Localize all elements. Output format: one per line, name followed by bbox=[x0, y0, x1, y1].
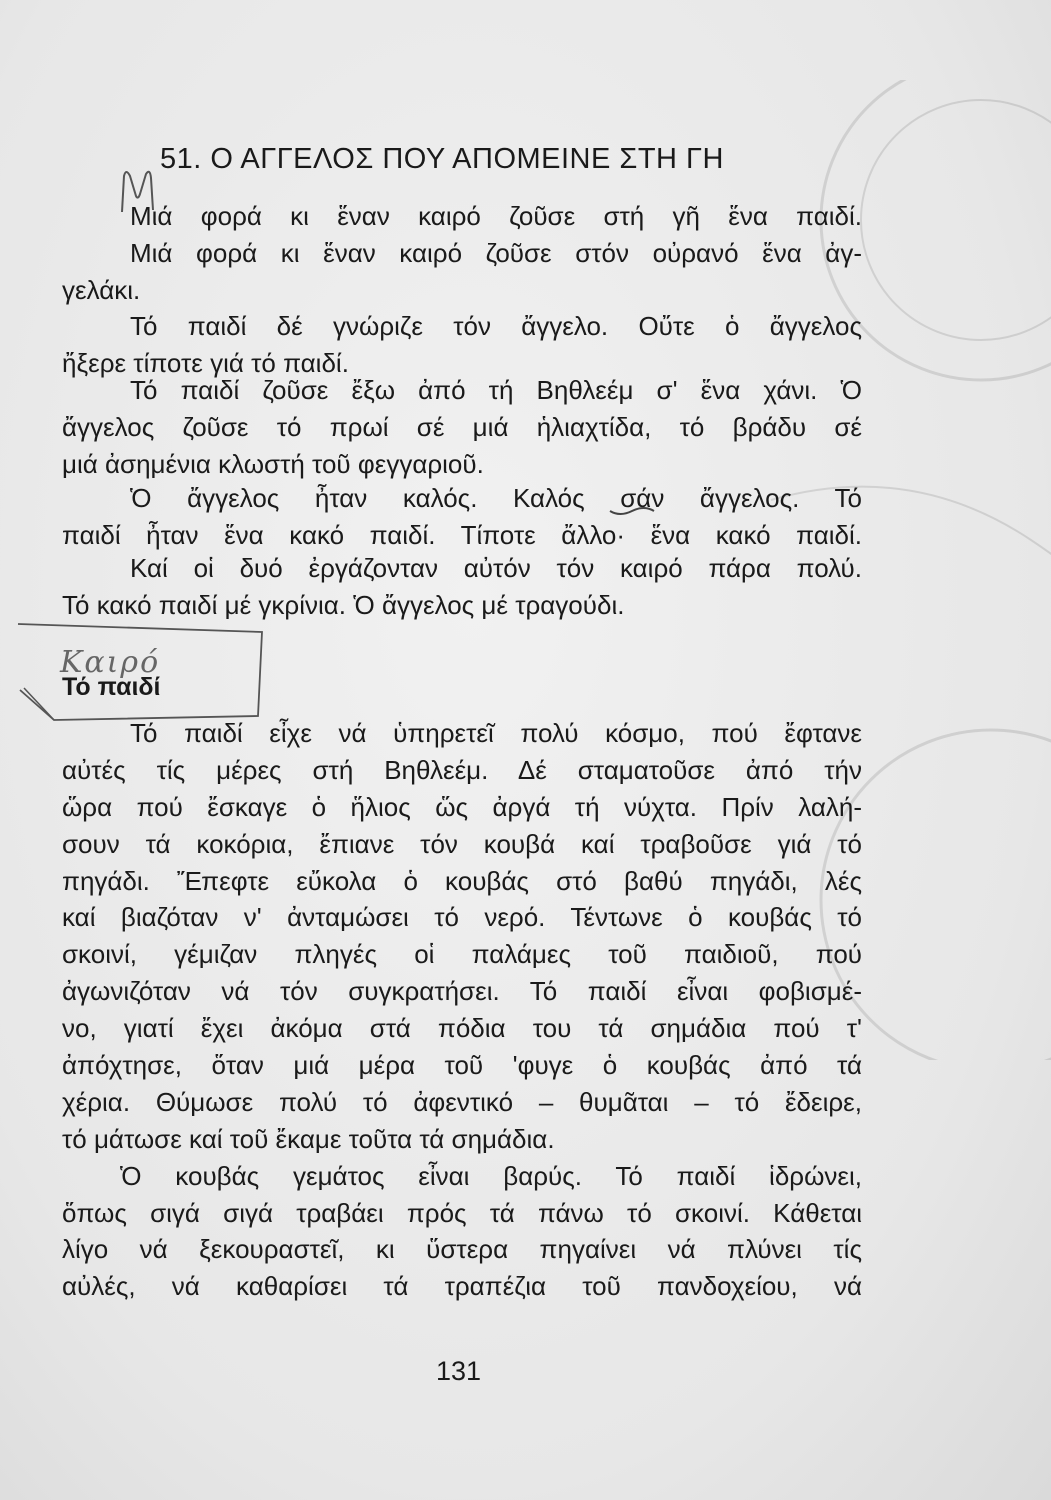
text-line: αὐλές, νά καθαρίσει τά τραπέζια τοῦ πανδοχείου, νά bbox=[62, 1271, 862, 1302]
text-line: Μιά φορά κι ἕναν καιρό ζοῦσε στόν οὐρανό ἕνα ἀγ- bbox=[130, 237, 862, 268]
text-line: ἀγωνιζόταν νά τόν συγκρατήσει. Τό παιδί εἶναι φοβισμέ- bbox=[62, 976, 862, 1007]
body-text bbox=[62, 715, 862, 1305]
section-heading: Τό παιδί bbox=[62, 673, 161, 701]
intro-paragraph bbox=[62, 372, 862, 483]
handwritten-underline bbox=[608, 505, 656, 519]
text-line: ἄγγελος ζοῦσε τό πρωί σέ μιά ἡλιαχτίδα, τό βράδυ σέ bbox=[62, 411, 862, 442]
chapter-title: 51. Ο ΑΓΓΕΛΟΣ ΠΟΥ ΑΠΟΜΕΙΝΕ ΣΤΗ ΓΗ bbox=[160, 143, 724, 175]
text-line: Μιά φορά κι ἕναν καιρό ζοῦσε στή γῆ ἕνα παιδί. bbox=[130, 201, 862, 231]
page-number: 131 bbox=[436, 1356, 482, 1386]
intro-paragraph bbox=[62, 198, 862, 309]
text-line: Τό παιδί δέ γνώριζε τόν ἄγγελο. Οὔτε ὁ ἄγγελος bbox=[130, 311, 862, 341]
text-line: σκοινί, γέμιζαν πληγές οἱ παλάμες τοῦ παιδιοῦ, πού bbox=[62, 939, 862, 970]
text-line: Τό κακό παιδί μέ γκρίνια. Ὁ ἄγγελος μέ τραγούδι. bbox=[62, 589, 625, 620]
text-line: λίγο νά ξεκουραστεῖ, κι ὕστερα πηγαίνει νά πλύνει τίς bbox=[62, 1234, 862, 1265]
text-line: Τό παιδί ζοῦσε ἔξω ἀπό τή Βηθλεέμ σ' ἕνα χάνι. Ὁ bbox=[130, 375, 862, 405]
text-line: Καί οἱ δυό ἐργάζονταν αὐτόν τόν καιρό πάρα πολύ. bbox=[130, 553, 862, 583]
text-line: καί βιαζόταν ν' ἀνταμώσει τό νερό. Τέντωνε ὁ κουβάς τό bbox=[62, 902, 862, 933]
handwritten-note: Καιρό bbox=[60, 645, 161, 680]
intro-paragraph bbox=[62, 480, 862, 554]
text-line: ἀπόχτησε, ὅταν μιά μέρα τοῦ 'φυγε ὁ κουβάς ἀπό τά bbox=[62, 1050, 862, 1081]
text-line: ὅπως σιγά σιγά τραβάει πρός τά πάνω τό σκοινί. Κάθεται bbox=[62, 1197, 862, 1228]
text-line: πηγάδι. Ἔπεφτε εὔκολα ὁ κουβάς στό βαθύ πηγάδι, λές bbox=[62, 865, 862, 896]
text-line: νο, γιατί ἔχει ἀκόμα στά πόδια του τά σημάδια πού τ' bbox=[62, 1013, 862, 1044]
text-line: αὐτές τίς μέρες στή Βηθλεέμ. Δέ σταματοῦσε ἀπό τήν bbox=[62, 754, 862, 785]
text-line: χέρια. Θύμωσε πολύ τό ἀφεντικό – θυμᾶται – τό ἔδειρε, bbox=[62, 1086, 862, 1117]
text-line: παιδί ἦταν ἕνα κακό παιδί. Τίποτε ἄλλο· ἕνα κακό παιδί. bbox=[62, 519, 862, 550]
text-line: γελάκι. bbox=[62, 274, 141, 305]
intro-paragraph bbox=[62, 308, 862, 382]
text-line: Ὁ κουβάς γεμάτος εἶναι βαρύς. Τό παιδί ἱδρώνει, bbox=[120, 1160, 862, 1191]
text-line: Ὁ ἄγγελος ἦταν καλός. Καλός σάν ἄγγελος. Τό bbox=[130, 483, 862, 513]
text-line: τό μάτωσε καί τοῦ ἔκαμε τοῦτα τά σημάδια. bbox=[62, 1123, 555, 1154]
text-line: ὥρα πού ἔσκαγε ὁ ἥλιος ὥς ἀργά τή νύχτα. Πρίν λαλή- bbox=[62, 791, 862, 822]
intro-paragraph bbox=[62, 550, 862, 624]
text-line: Τό παιδί εἶχε νά ὑπηρετεῖ πολύ κόσμο, πού ἔφτανε bbox=[130, 718, 862, 748]
text-line: ἤξερε τίποτε γιά τό παιδί. bbox=[62, 347, 349, 378]
text-line: σουν τά κοκόρια, ἔπιανε τόν κουβά καί τραβοῦσε γιά τό bbox=[62, 828, 862, 859]
text-line: μιά ἀσημένια κλωστή τοῦ φεγγαριοῦ. bbox=[62, 448, 484, 479]
